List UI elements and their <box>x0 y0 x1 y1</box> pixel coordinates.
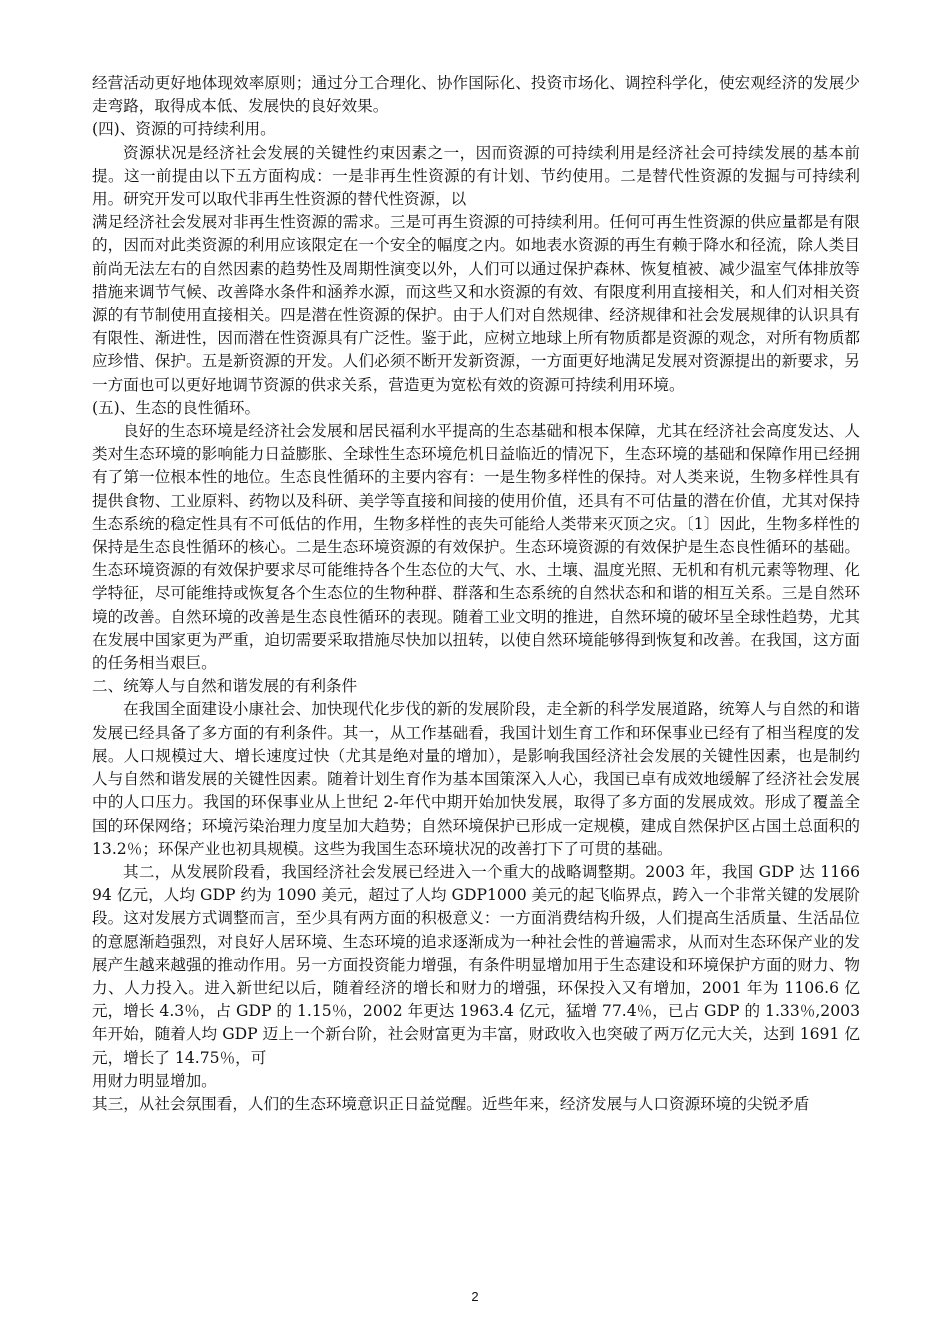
paragraph-continuation-1: 经营活动更好地体现效率原则；通过分工合理化、协作国际化、投资市场化、调控科学化，使宏观经济的发展少走弯路，取得成本低、发展快的良好效果。 <box>92 74 860 116</box>
paragraph-conditions-third: 其三，从社会氛围看，人们的生态环境意识正日益觉醒。近些年来，经济发展与人口资源环境的尖锐矛盾 <box>92 1094 810 1113</box>
paragraph-conditions-second: 其二，从发展阶段看，我国经济社会发展已经进入一个重大的战略调整期。2003 年，我国 GDP 达 116694 亿元，人均 GDP 约为 1090 美元，超过了人均 GDP1000 美元的起飞临界点，跨入一个非常关键的发展阶段。这对发展方式调整而言，至少具有两方面的积极意义：一方面消费结构升级，人们提高生活质量、生活品位的意愿渐趋强烈，对良好人居环境、生态环境的追求逐渐成为一种社会性的普遍需求，从而对生态环保产业的发展产生越来越强的推动作用。另一方面投资能力增强，有条件明显增加用于生态建设和环境保护方面的财力、物力、人力投入。进入新世纪以后，随着经济的增长和财力的增强，环保投入又有增加，2001 年为 1106.6 亿元，增长 4.3％，占 GDP 的 1.15％，2002 年更达 1963.4 亿元，猛增 77.4％，已占 GDP 的 1.33％,2003 年开始，随着人均 GDP 迈上一个新台阶，社会财富更为丰富，财政收入也突破了两万亿元大关，达到 1691 亿元，增长了 14.75％，可 <box>92 862 860 1067</box>
paragraph-resources-intro: 资源状况是经济社会发展的关键性约束因素之一，因而资源的可持续利用是经济社会可持续发展的基本前提。这一前提由以下五方面构成：一是非再生性资源的有计划、节约使用。二是替代性资源的发掘与可持续利用。研究开发可以取代非再生性资源的替代性资源，以 <box>92 143 860 209</box>
paragraph-resources-body: 满足经济社会发展对非再生性资源的需求。三是可再生资源的可持续利用。任何可再生性资源的供应量都是有限的，因而对此类资源的利用应该限定在一个安全的幅度之内。如地表水资源的再生有赖于降水和径流，除人类目前尚无法左右的自然因素的趋势性及周期性演变以外，人们可以通过保护森林、恢复植被、减少温室气体排放等措施来调节气候、改善降水条件和涵养水源，而这些又和水资源的有效、有限度利用直接相关，和人们对相关资源的有节制使用直接相关。四是潜在性资源的保护。由于人们对自然规律、经济规律和社会发展规律的认识具有有限性、渐进性，因而潜在性资源具有广泛性。鉴于此，应树立地球上所有物质都是资源的观念，对所有物质都应珍惜、保护。五是新资源的开发。人们必须不断开发新资源，一方面更好地满足发展对资源提出的新要求，另一方面也可以更好地调节资源的供求关系，营造更为宽松有效的资源可持续利用环境。 <box>92 213 860 394</box>
paragraph-conditions-first: 在我国全面建设小康社会、加快现代化步伐的新的发展阶段，走全新的科学发展道路，统筹人与自然的和谐发展已经具备了多方面的有利条件。其一，从工作基础看，我国计划生育工作和环保事业已经有了相当程度的发展。人口规模过大、增长速度过快（尤其是绝对量的增加），是影响我国经济社会发展的关键性因素，也是制约人与自然和谐发展的关键性因素。随着计划生育作为基本国策深入人心，我国已卓有成效地缓解了经济社会发展中的人口压力。我国的环保事业从上世纪 2-年代中期开始加快发展，取得了多方面的发展成效。形成了覆盖全国的环保网络；环境污染治理力度呈加大趋势；自然环境保护已形成一定规模，建成自然保护区占国土总面积的 13.2％；环保产业也初具规模。这些为我国生态环境状况的改善打下了可贯的基础。 <box>92 700 860 858</box>
paragraph-continuation-2: 用财力明显增加。 <box>92 1071 217 1090</box>
section-heading-5: (五)、生态的良性循环。 <box>92 398 261 417</box>
section-heading-two: 二、统筹人与自然和谐发展的有利条件 <box>92 677 358 696</box>
page-number: 2 <box>471 1289 479 1304</box>
section-heading-4: (四)、资源的可持续利用。 <box>92 120 276 139</box>
paragraph-ecology: 良好的生态环境是经济社会发展和居民福利水平提高的生态基础和根本保障，尤其在经济社会高度发达、人类对生态环境的影响能力日益膨胀、全球性生态环境危机日益临近的情况下，生态环境的基础和保障作用已经拥有了第一位根本性的地位。生态良性循环的主要内容有：一是生物多样性的保持。对人类来说，生物多样性具有提供食物、工业原料、药物以及科研、美学等直接和间接的使用价值，还具有不可估量的潜在价值，尤其对保持生态系统的稳定性具有不可低估的作用，生物多样性的丧失可能给人类带来灭顶之灾。〔1〕因此，生物多样性的保持是生态良性循环的核心。二是生态环境资源的有效保护。生态环境资源的有效保护是生态良性循环的基础。生态环境资源的有效保护要求尽可能维持各个生态位的大气、水、土壤、温度光照、无机和有机元素等物理、化学特征，尽可能维持或恢复各个生态位的生物种群、群落和生态系统的自然状态和和谐的相互关系。三是自然环境的改善。自然环境的改善是生态良性循环的表现。随着工业文明的推进，自然环境的破坏呈全球性趋势，尤其在发展中国家更为严重，迫切需要采取措施尽快加以扭转，以使自然环境能够得到恢复和改善。在我国，这方面的任务相当艰巨。 <box>92 422 860 673</box>
document-body <box>92 72 860 1116</box>
